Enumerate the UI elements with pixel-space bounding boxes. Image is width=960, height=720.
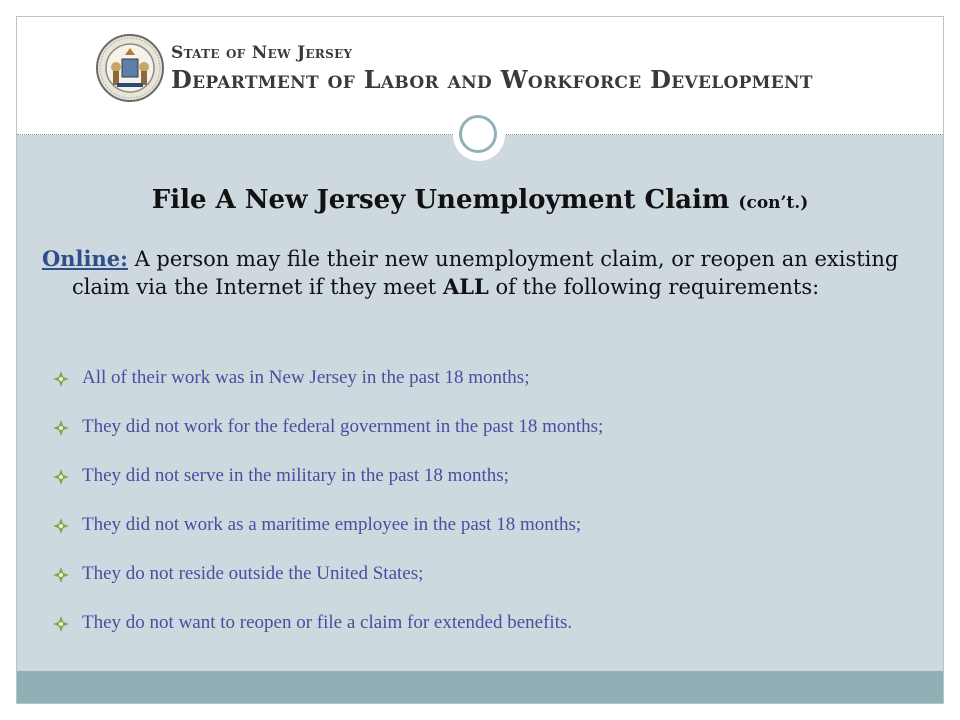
list-item xyxy=(52,465,912,514)
list-item xyxy=(52,612,912,661)
diamond-bullet-icon xyxy=(52,517,70,535)
online-label: Online: xyxy=(42,246,128,271)
requirement-text: They did not serve in the military in the past 18 months; xyxy=(82,465,509,486)
diamond-bullet-icon xyxy=(52,370,70,388)
intro-text-after: of the following requirements: xyxy=(495,275,820,299)
diamond-bullet-icon xyxy=(52,615,70,633)
diamond-bullet-icon xyxy=(52,419,70,437)
list-item xyxy=(52,367,912,416)
intro-emphasis: ALL xyxy=(442,274,489,299)
footer-bar xyxy=(17,671,943,703)
slide-title-text: File A New Jersey Unemployment Claim xyxy=(151,185,730,215)
intro-paragraph xyxy=(42,245,922,301)
requirement-text: They did not work for the federal government in the past 18 months; xyxy=(82,416,604,437)
intro-text-before: A person may file their new unemployment claim, or reopen an existing claim via the Internet if they meet xyxy=(72,247,899,299)
requirement-text: They did not work as a maritime employee in the past 18 months; xyxy=(82,514,582,535)
requirement-text: They do not reside outside the United States; xyxy=(82,563,424,584)
content-panel xyxy=(17,135,943,671)
diamond-bullet-icon xyxy=(52,566,70,584)
list-item xyxy=(52,416,912,465)
list-item xyxy=(52,514,912,563)
list-item xyxy=(52,563,912,612)
requirements-list xyxy=(52,367,912,661)
slide xyxy=(16,16,944,704)
slide-title xyxy=(17,185,943,215)
slide-title-suffix: (con’t.) xyxy=(738,193,809,213)
ring-circle-icon xyxy=(459,115,497,153)
state-seal-icon xyxy=(95,33,165,103)
requirement-text: All of their work was in New Jersey in the past 18 months; xyxy=(82,367,530,388)
header-text xyxy=(171,43,813,94)
state-name: State of New Jersey xyxy=(171,43,353,63)
requirement-text: They do not want to reopen or file a claim for extended benefits. xyxy=(82,612,573,633)
diamond-bullet-icon xyxy=(52,468,70,486)
department-name: Department of Labor and Workforce Development xyxy=(171,65,813,94)
